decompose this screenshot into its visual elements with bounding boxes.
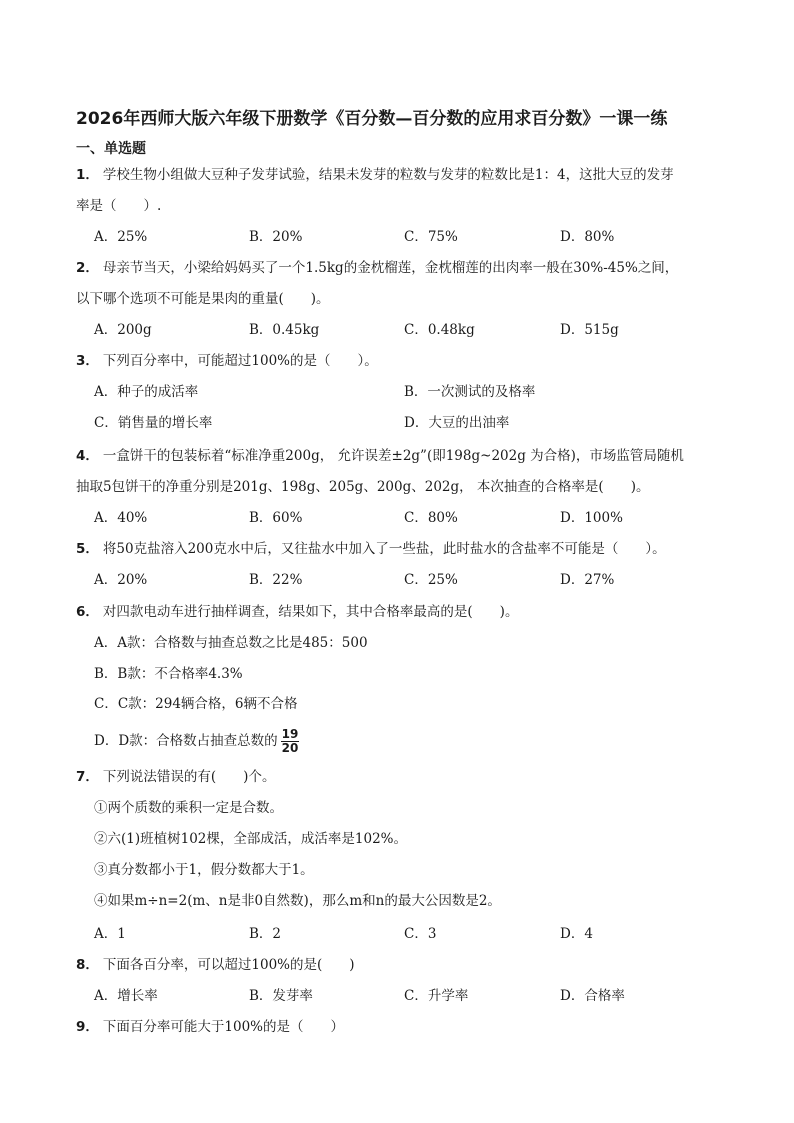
option-a: A．A款：合格数与抽查总数之比是485：500 xyxy=(94,635,368,651)
question-9 xyxy=(76,1017,344,1037)
option-a: A．200g xyxy=(94,322,152,338)
question-text: 母亲节当天，小梁给妈妈买了一个1.5kg的金枕榴莲，金枕榴莲的出肉率一般在30%-45%之间， xyxy=(102,260,679,276)
option-b: B．2 xyxy=(249,926,282,942)
section-heading: 一、单选题 xyxy=(76,141,146,157)
option-b: B．B款：不合格率4.3% xyxy=(94,666,243,682)
option-d: D．合格率 xyxy=(560,988,625,1004)
question-1 xyxy=(76,165,674,185)
option-a: A．增长率 xyxy=(94,988,158,1004)
question-text: 一盒饼干的包装标着“标准净重200g， 允许误差±2g”(即198g~202g 为合格)，市场监管局随机 xyxy=(102,448,684,464)
question-text: 下列说法错误的有( )个。 xyxy=(102,769,276,785)
option-b: B．一次测试的及格率 xyxy=(404,384,536,400)
question-number: 6． xyxy=(76,604,99,620)
fraction-denominator: 20 xyxy=(281,741,299,755)
option-b: B．20% xyxy=(249,229,303,245)
option-d-text: D．D款：合格数占抽查总数的 xyxy=(94,733,278,749)
question-7 xyxy=(76,767,275,787)
option-c: C．25% xyxy=(404,572,458,588)
question-text-cont: 率是（ ）. xyxy=(76,198,162,214)
question-number: 7． xyxy=(76,769,99,785)
option-d: D．515g xyxy=(560,322,619,338)
question-text-cont: 抽取5包饼干的净重分别是201g、198g、205g、200g、202g， 本次抽查的合格率是( )。 xyxy=(76,479,650,495)
option-a: A．25% xyxy=(94,229,148,245)
question-2 xyxy=(76,258,678,278)
question-text: 下面各百分率，可以超过100%的是( ) xyxy=(102,957,355,973)
question-text: 下列百分率中，可能超过100%的是（ ）。 xyxy=(102,353,378,369)
question-8 xyxy=(76,955,355,975)
statement-2: ②六(1)班植树102棵，全部成活，成活率是102%。 xyxy=(94,831,407,847)
question-4 xyxy=(76,446,684,466)
option-d: D．100% xyxy=(560,510,623,526)
option-c: C．80% xyxy=(404,510,458,526)
question-number: 5． xyxy=(76,541,99,557)
option-d xyxy=(94,728,299,755)
question-text: 将50克盐溶入200克水中后，又往盐水中加入了一些盐，此时盐水的含盐率不可能是（ ）。 xyxy=(102,541,666,557)
option-c: C．销售量的增长率 xyxy=(94,415,213,431)
option-a: A．种子的成活率 xyxy=(94,384,199,400)
question-6 xyxy=(76,602,518,622)
question-number: 4． xyxy=(76,448,99,464)
question-text: 对四款电动车进行抽样调查，结果如下，其中合格率最高的是( )。 xyxy=(102,604,519,620)
option-a: A．20% xyxy=(94,572,148,588)
option-a: A．1 xyxy=(94,926,126,942)
option-b: B．0.45kg xyxy=(249,322,320,338)
fraction xyxy=(281,728,300,755)
question-text-cont: 以下哪个选项不可能是果肉的重量( )。 xyxy=(76,291,330,307)
option-b: B．60% xyxy=(249,510,303,526)
statement-3: ③真分数都小于1，假分数都大于1。 xyxy=(94,862,314,878)
question-text: 学校生物小组做大豆种子发芽试验，结果未发芽的粒数与发芽的粒数比是1：4，这批大豆的发芽 xyxy=(102,167,674,183)
statement-1: ①两个质数的乘积一定是合数。 xyxy=(94,800,283,816)
option-d: D．4 xyxy=(560,926,593,942)
option-a: A．40% xyxy=(94,510,148,526)
question-number: 9． xyxy=(76,1019,99,1035)
question-number: 2． xyxy=(76,260,99,276)
option-d: D．27% xyxy=(560,572,615,588)
option-b: B．发芽率 xyxy=(249,988,313,1004)
statement-4: ④如果m÷n=2(m、n是非0自然数)，那么m和n的最大公因数是2。 xyxy=(94,893,501,909)
question-text: 下面百分率可能大于100%的是（ ） xyxy=(102,1019,345,1035)
option-c: C．75% xyxy=(404,229,458,245)
page-title: 2026年西师大版六年级下册数学《百分数—百分数的应用求百分数》一课一练 xyxy=(76,109,668,129)
option-d: D．大豆的出油率 xyxy=(404,415,510,431)
option-c: C．3 xyxy=(404,926,437,942)
option-c: C．0.48kg xyxy=(404,322,475,338)
option-b: B．22% xyxy=(249,572,303,588)
question-number: 3． xyxy=(76,353,99,369)
question-number: 1． xyxy=(76,167,99,183)
question-5 xyxy=(76,539,666,559)
fraction-numerator: 19 xyxy=(281,727,299,741)
question-number: 8． xyxy=(76,957,99,973)
option-d: D．80% xyxy=(560,229,615,245)
option-c: C．C款：294辆合格，6辆不合格 xyxy=(94,696,298,712)
option-c: C．升学率 xyxy=(404,988,469,1004)
question-3 xyxy=(76,351,378,371)
